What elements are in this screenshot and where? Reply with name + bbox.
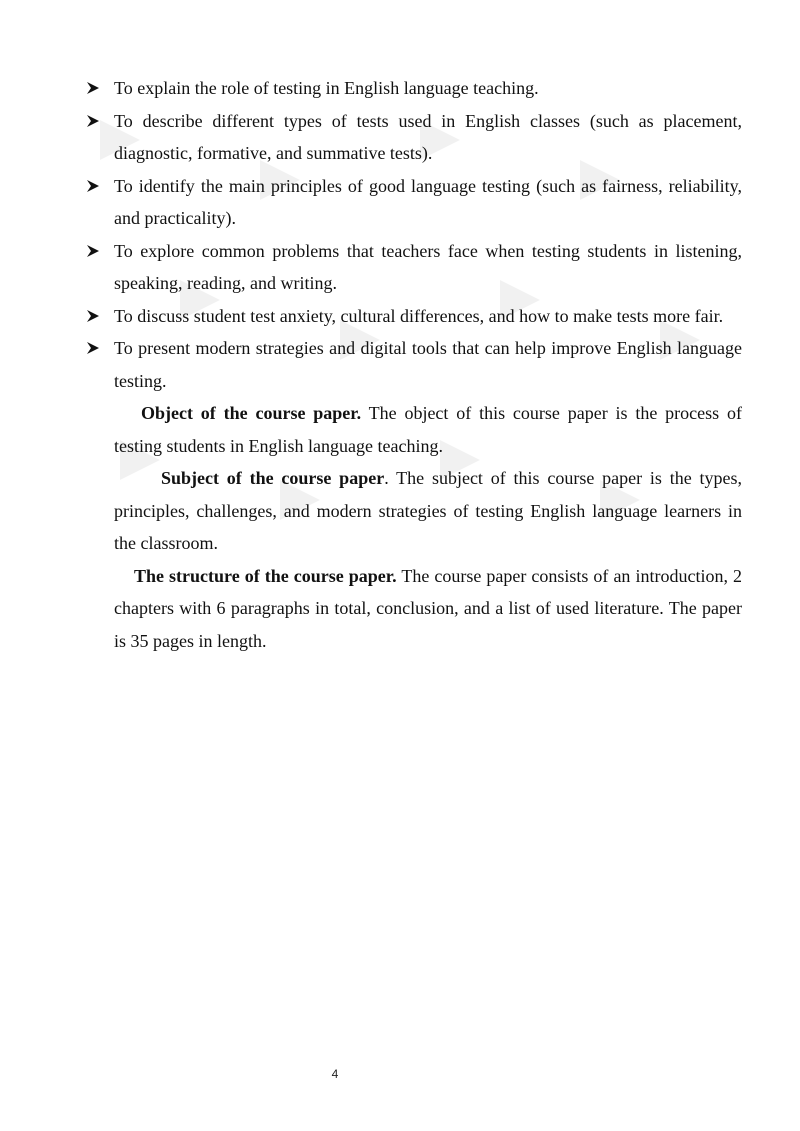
list-item-text: To describe different types of tests used in English classes (such as placement, diagnostic, formative, and summative tests). (114, 110, 742, 163)
list-item-text: To explain the role of testing in English language teaching. (114, 78, 539, 98)
arrowhead-bullet-icon (86, 105, 106, 137)
page-number: 4 (331, 1067, 339, 1081)
subject-paragraph (86, 462, 742, 560)
main-content (86, 72, 742, 657)
arrowhead-bullet-icon (86, 300, 106, 332)
list-item (86, 332, 742, 397)
object-heading: Object of the course paper. (141, 403, 362, 423)
structure-text: The course paper consists of an introduction, 2 chapters with 6 paragraphs in total, conclusion, and a list of used literature. The paper is 35 pages in length. (114, 565, 742, 651)
list-item (86, 235, 742, 300)
arrowhead-bullet-icon (86, 332, 106, 364)
list-item (86, 72, 742, 105)
object-text: The object of this course paper is the process of testing students in English language teaching. (114, 403, 742, 456)
arrowhead-bullet-icon (86, 235, 106, 267)
structure-heading: The structure of the course paper. (134, 565, 397, 586)
arrowhead-bullet-icon (86, 170, 106, 202)
list-item-text: To present modern strategies and digital tools that can help improve English language testing. (114, 338, 742, 391)
subject-heading: Subject of the course paper (161, 468, 385, 488)
list-item (86, 105, 742, 170)
structure-paragraph (86, 560, 742, 658)
object-paragraph (86, 397, 742, 462)
list-item-text: To explore common problems that teachers face when testing students in listening, speaking, reading, and writing. (114, 240, 742, 293)
objectives-list (86, 72, 742, 397)
list-item (86, 170, 742, 235)
list-item-text: To identify the main principles of good language testing (such as fairness, reliability, and practicality). (114, 175, 742, 228)
subject-text: . The subject of this course paper is the types, principles, challenges, and modern strategies of testing English language learners in the classroom. (114, 468, 742, 553)
list-item-text: To discuss student test anxiety, cultural differences, and how to make tests more fair. (114, 305, 724, 326)
list-item (86, 300, 742, 333)
arrowhead-bullet-icon (86, 72, 106, 104)
